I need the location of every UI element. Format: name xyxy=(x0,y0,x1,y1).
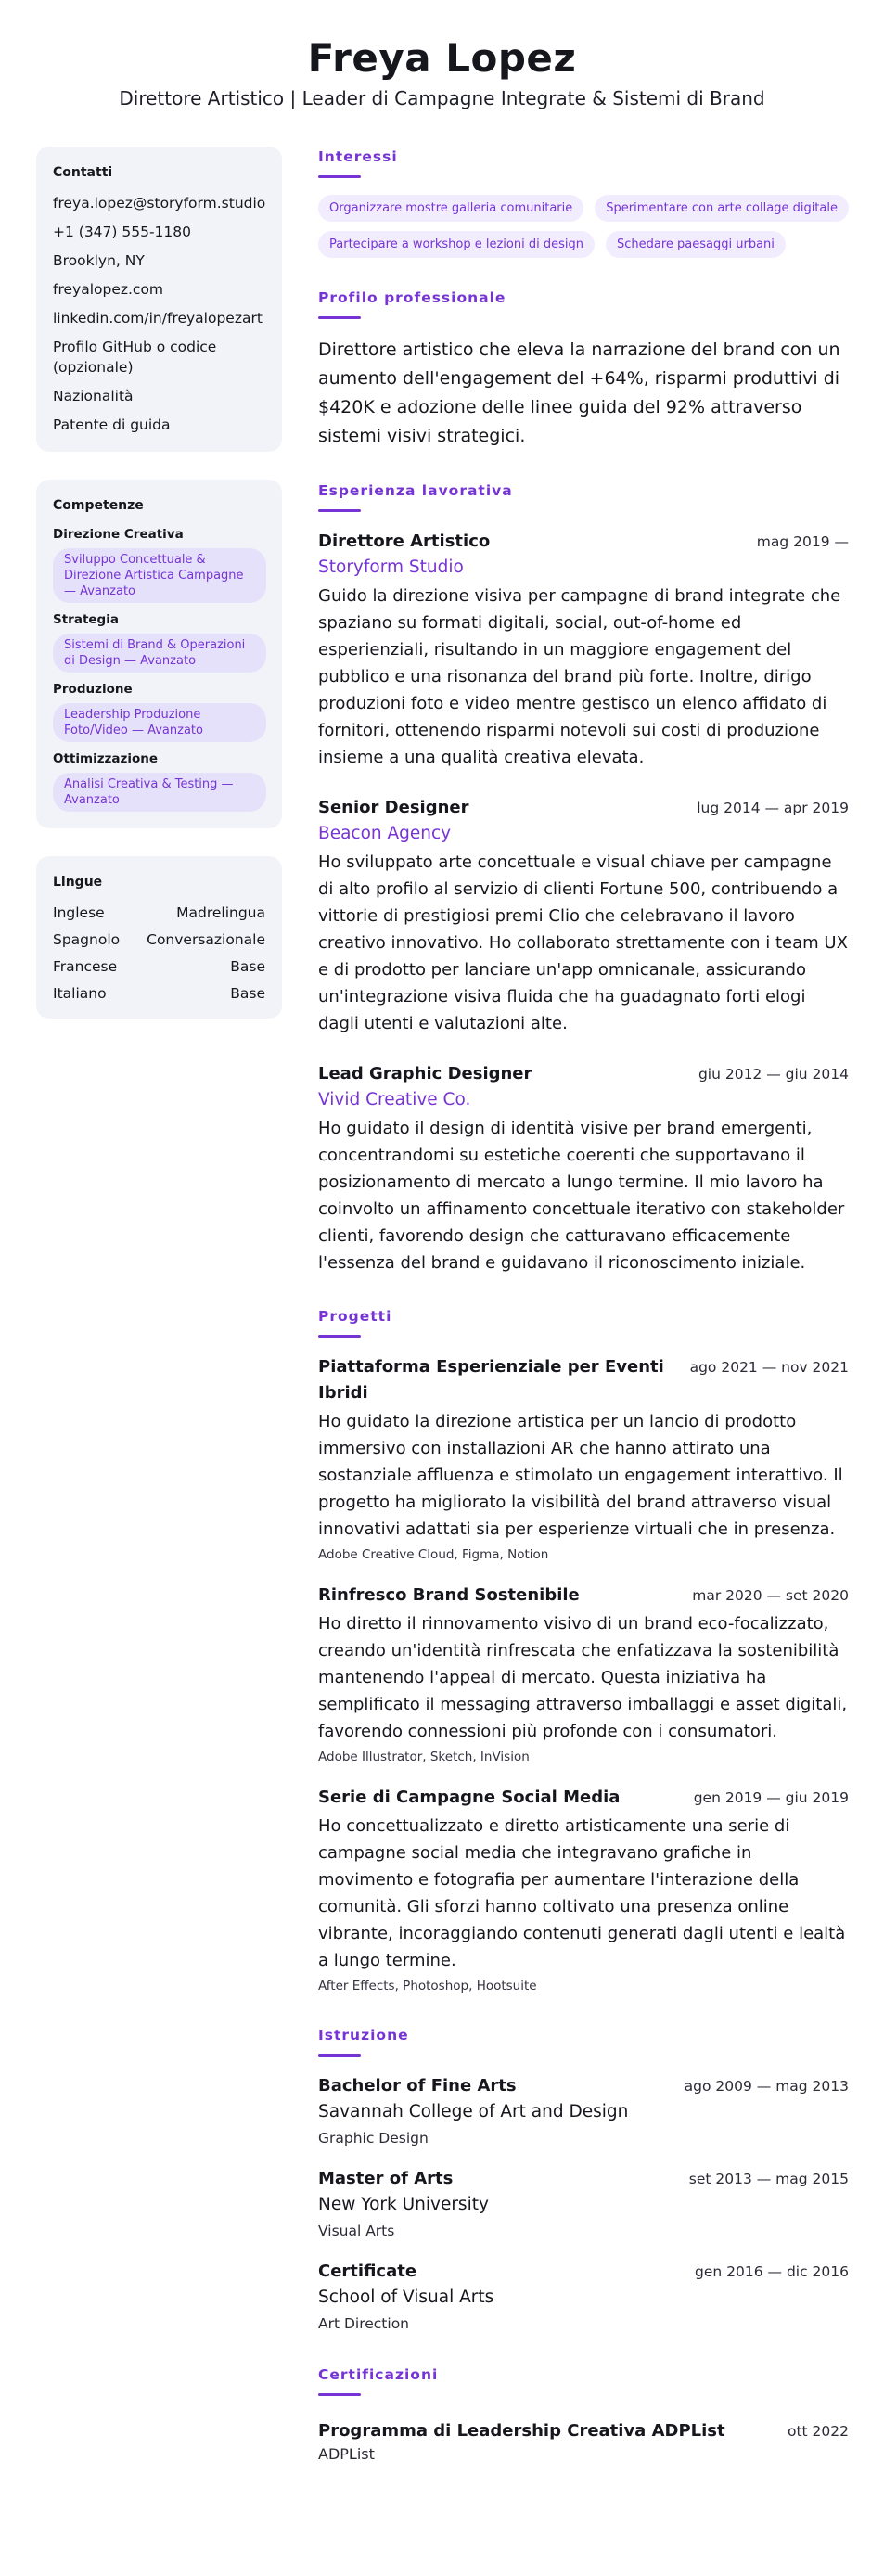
education-dates: ago 2009 — mag 2013 xyxy=(684,2078,849,2095)
entry-header xyxy=(318,795,849,821)
contact-license: Patente di guida xyxy=(53,417,171,433)
main-content xyxy=(318,147,849,2494)
profile-summary: Direttore artistico che eleva la narrazione del brand con un aumento dell'engagement del +64%, risparmi produttivi di $420K e adozione delle linee guida del 92% attraverso sistemi visivi strategici. xyxy=(318,340,840,446)
section-title: Istruzione xyxy=(318,2027,409,2044)
skill-category: Strategia xyxy=(53,612,119,627)
section-title: Profilo professionale xyxy=(318,289,506,306)
degree-name: Master of Arts xyxy=(318,2169,454,2188)
job-description: Ho guidato il design di identità visive per brand emergenti, concentrandomi su estetiche coerenti che supportavano il posizionamento di mercato a lungo termine. Il mio lavoro ha coinvolto un affinamento concettuale iterativo con stakeholder clienti, favorendo design che catturavano efficacemente l'essenza del brand e guidavano il riconoscimento iniziale. xyxy=(318,1119,845,1273)
school-name: Savannah College of Art and Design xyxy=(318,2102,629,2121)
contact-email[interactable]: freya.lopez@storyform.studio xyxy=(53,195,266,211)
certifications-section xyxy=(318,2365,849,2465)
language-name: Francese xyxy=(53,958,118,975)
degree-name: Certificate xyxy=(318,2262,417,2281)
languages-title: Lingue xyxy=(53,875,103,890)
project-tools: Adobe Illustrator, Sketch, InVision xyxy=(318,1749,530,1764)
entry-header xyxy=(318,2073,849,2099)
contact-website[interactable]: freyalopez.com xyxy=(53,281,164,298)
contact-nationality: Nazionalità xyxy=(53,388,134,404)
company-name: Beacon Agency xyxy=(318,824,452,843)
section-title: Esperienza lavorativa xyxy=(318,482,513,499)
interest-chip: Partecipare a workshop e lezioni di design xyxy=(318,231,595,258)
language-level: Conversazionale xyxy=(147,931,265,948)
person-headline: Direttore Artistico | Leader di Campagne Integrate & Sistemi di Brand xyxy=(119,87,765,109)
skill-group xyxy=(53,681,265,742)
job-title: Senior Designer xyxy=(318,798,469,817)
certification-date: ott 2022 xyxy=(787,2423,849,2440)
skill-category: Ottimizzazione xyxy=(53,751,159,766)
person-name: Freya Lopez xyxy=(307,35,577,81)
project-description: Ho diretto il rinnovamento visivo di un brand eco-focalizzato, creando un'identità rinfrescata che enfatizzava la sostenibilità mantenendo l'appeal di mercato. Questa iniziativa ha semplificato il messaging attraverso imballaggi e asset digitali, favorendo connessioni più profonde con i consumatori. xyxy=(318,1614,848,1741)
language-level: Base xyxy=(230,985,265,1002)
job-title: Lead Graphic Designer xyxy=(318,1064,532,1083)
project-name: Serie di Campagne Social Media xyxy=(318,1788,621,1807)
field-of-study: Visual Arts xyxy=(318,2223,395,2239)
job-dates: mag 2019 — xyxy=(756,533,849,550)
profile-section xyxy=(318,288,849,451)
project-tools: After Effects, Photoshop, Hootsuite xyxy=(318,1979,537,1993)
entry-header xyxy=(318,2259,849,2285)
interests-section xyxy=(318,147,849,258)
project-description: Ho concettualizzato e diretto artisticamente una serie di campagne social media che integravano grafiche in movimento e fotografia per aumentare l'interazione della comunità. Gli sforzi hanno coltivato una presenza online vibrante, incoraggiando contenuti generati dagli utenti e lealtà a lungo termine. xyxy=(318,1816,846,1970)
contact-github[interactable]: Profilo GitHub o codice (opzionale) xyxy=(53,339,217,376)
sidebar xyxy=(36,147,282,1046)
job-dates: giu 2012 — giu 2014 xyxy=(698,1066,849,1083)
skill-pill: Leadership Produzione Foto/Video — Avanzato xyxy=(53,703,266,742)
section-title: Certificazioni xyxy=(318,2366,439,2383)
experience-section xyxy=(318,481,849,1276)
job-title: Direttore Artistico xyxy=(318,532,491,551)
language-row xyxy=(53,903,265,923)
section-divider xyxy=(318,1335,361,1338)
skill-pill: Sviluppo Concettuale & Direzione Artistica Campagne — Avanzato xyxy=(53,548,266,603)
section-divider xyxy=(318,175,361,178)
skills-title: Competenze xyxy=(53,498,144,513)
entry-header xyxy=(318,1061,849,1087)
skill-category: Direzione Creativa xyxy=(53,527,184,542)
project-dates: ago 2021 — nov 2021 xyxy=(689,1359,849,1376)
project-entry xyxy=(318,1583,849,1766)
section-divider xyxy=(318,2054,361,2057)
interest-chips xyxy=(318,195,849,258)
experience-entry xyxy=(318,1061,849,1276)
experience-entry xyxy=(318,795,849,1037)
project-entry xyxy=(318,1354,849,1564)
project-name: Piattaforma Esperienziale per Eventi Ibridi xyxy=(318,1357,664,1403)
language-row xyxy=(53,956,265,977)
degree-name: Bachelor of Fine Arts xyxy=(318,2076,517,2095)
education-section xyxy=(318,2025,849,2335)
contacts-title: Contatti xyxy=(53,165,113,180)
school-name: School of Visual Arts xyxy=(318,2288,494,2307)
contact-phone[interactable]: +1 (347) 555-1180 xyxy=(53,224,192,240)
skill-pill: Sistemi di Brand & Operazioni di Design — Avanzato xyxy=(53,634,266,673)
language-name: Inglese xyxy=(53,904,105,921)
language-row xyxy=(53,983,265,1004)
education-entry xyxy=(318,2166,849,2242)
contact-linkedin[interactable]: linkedin.com/in/freyalopezart xyxy=(53,310,263,327)
skill-group xyxy=(53,526,265,603)
company-name: Vivid Creative Co. xyxy=(318,1090,471,1109)
job-description: Ho sviluppato arte concettuale e visual chiave per campagne di alto profilo al servizio di clienti Fortune 500, contribuendo a vittorie di prestigiosi premi Clio che celebravano il lavoro creativo innovativo. Ho collaborato strettamente con i team UX e di prodotto per lanciare un'app omnicanale, assicurando un'integrazione visiva fluida che ha guadagnato forti elogi dagli utenti e valutazioni alte. xyxy=(318,852,848,1033)
field-of-study: Graphic Design xyxy=(318,2130,429,2147)
languages-card xyxy=(36,856,282,1019)
section-divider xyxy=(318,509,361,512)
section-divider xyxy=(318,2393,361,2396)
certification-issuer: ADPList xyxy=(318,2445,375,2463)
entry-header xyxy=(318,1354,849,1406)
language-name: Italiano xyxy=(53,985,107,1002)
education-entry xyxy=(318,2259,849,2335)
project-name: Rinfresco Brand Sostenibile xyxy=(318,1585,580,1605)
entry-header xyxy=(318,1583,849,1608)
projects-section xyxy=(318,1306,849,1995)
interest-chip: Sperimentare con arte collage digitale xyxy=(595,195,849,222)
interest-chip: Schedare paesaggi urbani xyxy=(606,231,786,258)
interest-chip: Organizzare mostre galleria comunitarie xyxy=(318,195,583,222)
education-dates: set 2013 — mag 2015 xyxy=(688,2171,849,2187)
skills-card xyxy=(36,480,282,828)
skill-category: Produzione xyxy=(53,682,133,697)
section-title: Progetti xyxy=(318,1308,392,1325)
field-of-study: Art Direction xyxy=(318,2315,410,2332)
school-name: New York University xyxy=(318,2195,489,2214)
education-dates: gen 2016 — dic 2016 xyxy=(695,2263,849,2280)
skill-group xyxy=(53,611,265,673)
contact-location: Brooklyn, NY xyxy=(53,252,145,269)
language-row xyxy=(53,929,265,950)
project-tools: Adobe Creative Cloud, Figma, Notion xyxy=(318,1547,549,1562)
job-dates: lug 2014 — apr 2019 xyxy=(697,800,849,816)
skill-group xyxy=(53,750,265,812)
skill-pill: Analisi Creativa & Testing — Avanzato xyxy=(53,773,266,812)
certification-name: Programma di Leadership Creativa ADPList xyxy=(318,2421,725,2441)
project-entry xyxy=(318,1785,849,1995)
company-name: Storyform Studio xyxy=(318,557,464,577)
entry-header xyxy=(318,2418,849,2444)
contacts-card xyxy=(36,147,282,452)
entry-header xyxy=(318,529,849,555)
section-title: Interessi xyxy=(318,148,398,165)
resume-header xyxy=(0,35,884,111)
entry-header xyxy=(318,1785,849,1811)
education-entry xyxy=(318,2073,849,2149)
language-level: Base xyxy=(230,958,265,975)
section-divider xyxy=(318,316,361,319)
language-level: Madrelingua xyxy=(176,904,265,921)
language-name: Spagnolo xyxy=(53,931,121,948)
certification-entry xyxy=(318,2418,849,2465)
experience-entry xyxy=(318,529,849,771)
entry-header xyxy=(318,2166,849,2192)
project-description: Ho guidato la direzione artistica per un lancio di prodotto immersivo con installazioni AR che hanno attirato una sostanziale affluenza e stimolato un engagement interattivo. Il progetto ha migliorato la visibilità del brand attraverso visual innovativi adattati sia per esperienze virtuali che in presenza. xyxy=(318,1412,843,1539)
project-dates: mar 2020 — set 2020 xyxy=(692,1587,849,1604)
job-description: Guido la direzione visiva per campagne di brand integrate che spaziano su formati digitali, social, out-of-home ed esperienziali, risultando in un maggiore engagement del pubblico e una risonanza del brand più forte. Inoltre, dirigo produzioni foto e video mentre gestisco un elenco affidato di fornitori, ottenendo risparmi notevoli sui costi di produzione insieme a una qualità creativa elevata. xyxy=(318,586,841,767)
project-dates: gen 2019 — giu 2019 xyxy=(693,1789,849,1806)
